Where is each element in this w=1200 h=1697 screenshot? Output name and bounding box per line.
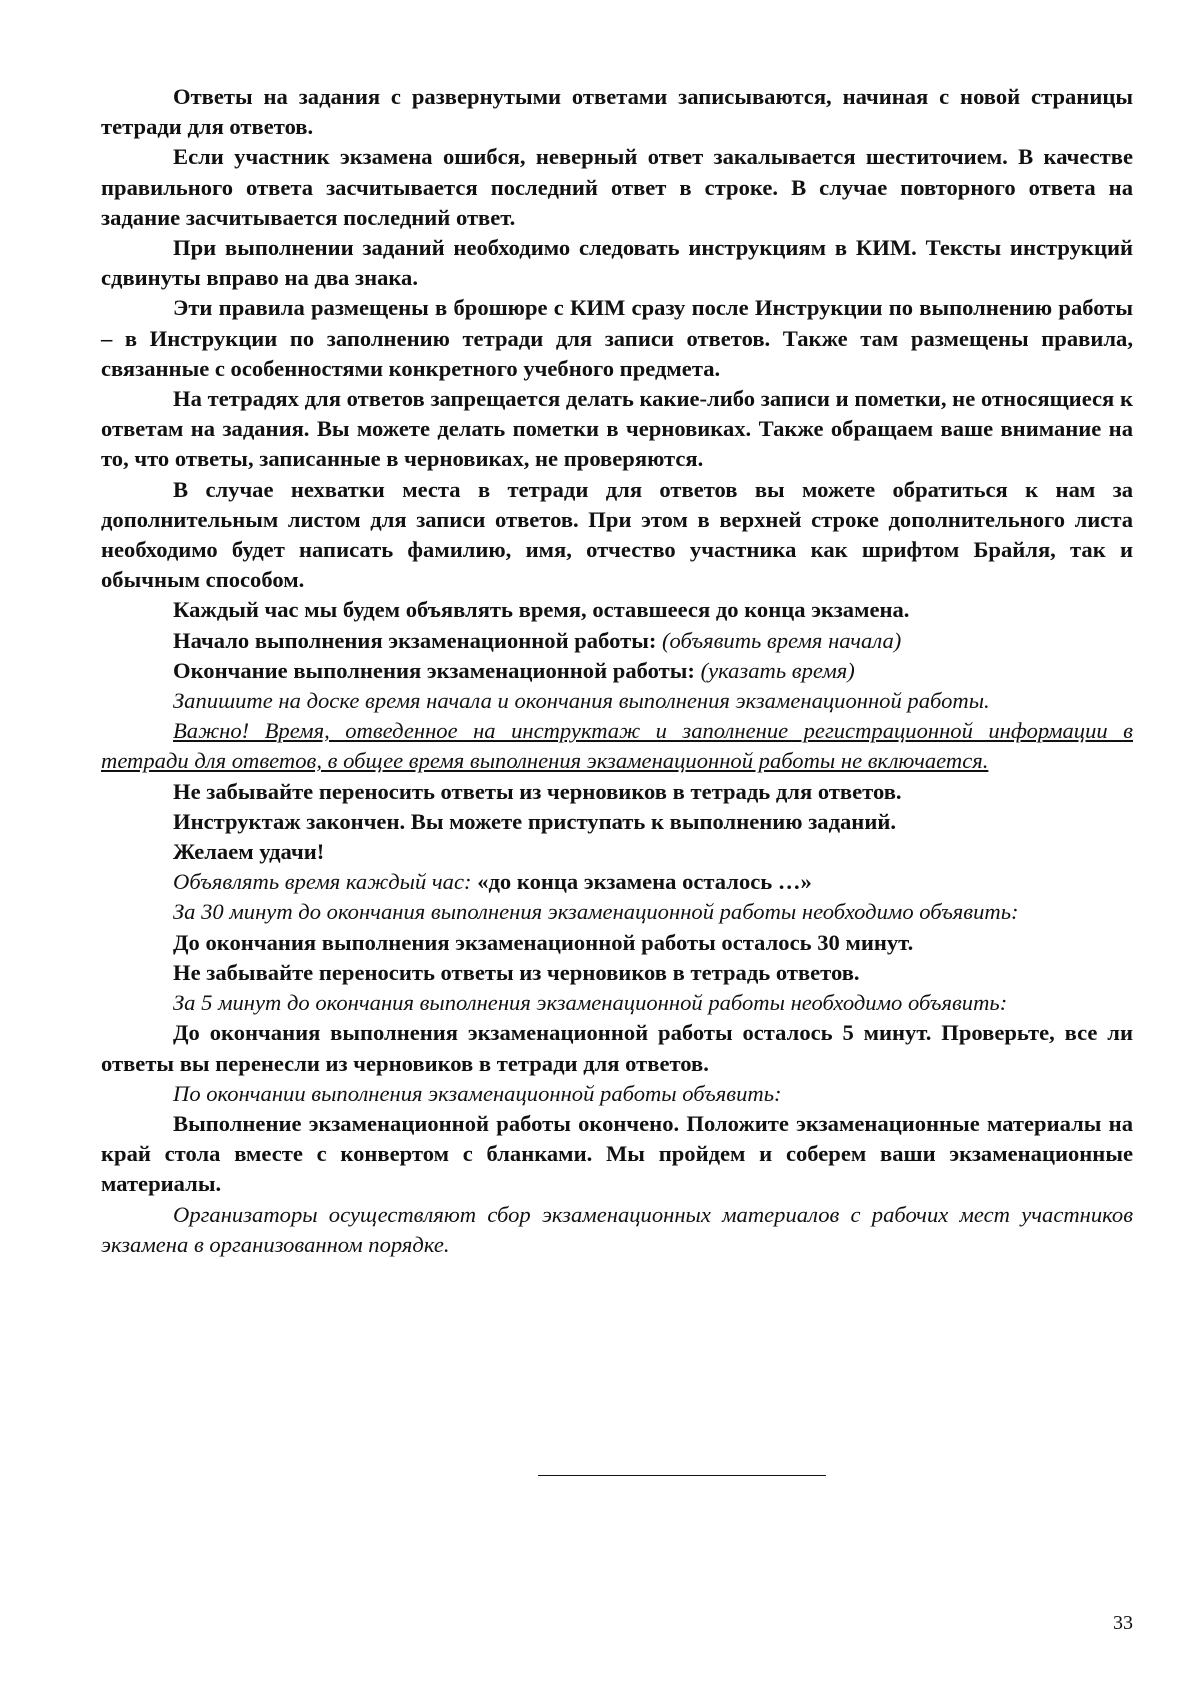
end-time-note: (указать время): [700, 657, 855, 683]
paragraph: На тетрадях для ответов запрещается делать какие-либо записи и пометки, не относящиеся к ответам на задания. Вы можете делать пометки в черновиках. Также обращаем ваше внимание на то, что ответы, записанные в черновиках, не проверяются.: [101, 386, 1133, 472]
paragraph: [101, 656, 1133, 686]
paragraph: Выполнение экзаменационной работы окончено. Положите экзаменационные материалы на край стола вместе с конвертом с бланками. Мы пройдем и соберем ваши экзаменационные материалы.: [101, 1110, 1133, 1197]
paragraph: Организаторы осуществляют сбор экзаменационных материалов с рабочих мест участников экзамена в организованном порядке.: [101, 1201, 1133, 1257]
hourly-announcement: «до конца экзамена осталось …»: [477, 869, 812, 895]
page-number: 33: [1113, 1612, 1133, 1634]
hourly-instruction: Объявлять время каждый час:: [173, 869, 472, 895]
paragraph: При выполнении заданий необходимо следовать инструкциям в КИМ. Тексты инструкций сдвинуты вправо на два знака.: [101, 235, 1133, 291]
document-body: [101, 82, 1133, 1260]
paragraph: Ответы на задания с развернутыми ответами записываются, начиная с новой страницы тетради для ответов.: [101, 84, 1133, 140]
paragraph: Эти правила размещены в брошюре с КИМ сразу после Инструкции по выполнению работы – в Инструкции по заполнению тетради для записи ответов. Также там размещены правила, связанные с особенностями конкретного учебного предмета.: [101, 295, 1133, 381]
paragraph: До окончания выполнения экзаменационной работы осталось 30 минут.: [173, 929, 914, 955]
paragraph: По окончании выполнения экзаменационной работы объявить:: [173, 1080, 782, 1106]
paragraph: Каждый час мы будем объявлять время, оставшееся до конца экзамена.: [173, 597, 910, 623]
paragraph: В случае нехватки места в тетради для ответов вы можете обратиться к нам за дополнительным листом для записи ответов. При этом в верхней строке дополнительного листа необходимо будет написать фамилию, имя, отчество участника как шрифтом Брайля, так и обычным способом.: [101, 476, 1133, 593]
paragraph: Инструктаж закончен. Вы можете приступать к выполнению заданий.: [173, 808, 896, 834]
paragraph: За 5 минут до окончания выполнения экзаменационной работы необходимо объявить:: [173, 990, 1008, 1016]
start-time-label: Начало выполнения экзаменационной работы:: [173, 627, 657, 653]
section-divider: [538, 1475, 826, 1476]
paragraph: За 30 минут до окончания выполнения экзаменационной работы необходимо объявить:: [173, 899, 1019, 925]
paragraph: Не забывайте переносить ответы из черновиков в тетрадь для ответов.: [173, 778, 902, 804]
paragraph: Если участник экзамена ошибся, неверный ответ закалывается шеститочием. В качестве правильного ответа засчитывается последний ответ в строке. В случае повторного ответа на задание засчитывается последний ответ.: [101, 144, 1133, 230]
paragraph: Желаем удачи!: [173, 839, 325, 865]
paragraph: До окончания выполнения экзаменационной работы осталось 5 минут. Проверьте, все ли ответы вы перенесли из черновиков в тетради для ответов.: [101, 1020, 1133, 1076]
start-time-note: (объявить время начала): [662, 627, 902, 653]
paragraph: Запишите на доске время начала и окончания выполнения экзаменационной работы.: [173, 688, 990, 714]
paragraph: [101, 867, 1133, 897]
end-time-label: Окончание выполнения экзаменационной работы:: [173, 657, 695, 683]
paragraph: Не забывайте переносить ответы из черновиков в тетрадь ответов.: [173, 959, 860, 985]
important-note: Важно! Время, отведенное на инструктаж и заполнение регистрационной информации в тетради для ответов, в общее время выполнения экзаменационной работы не включается.: [101, 718, 1133, 774]
paragraph: [101, 626, 1133, 656]
